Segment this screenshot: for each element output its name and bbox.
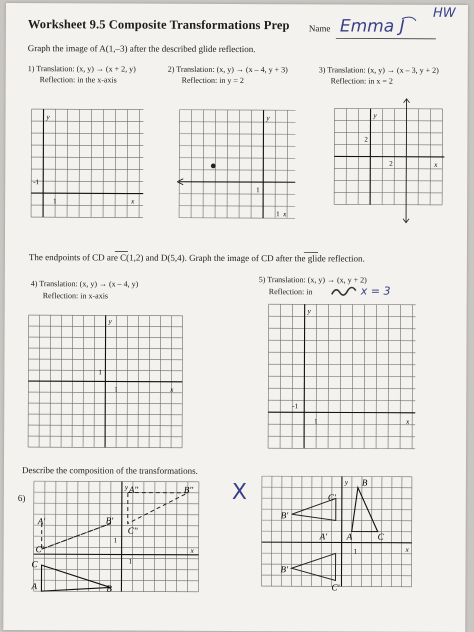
y-axis: [105, 315, 106, 447]
grid-problem-4[interactable]: [28, 315, 187, 458]
point-label-b-prime: B': [106, 515, 115, 525]
triangle-image-2: [128, 493, 188, 524]
grid-problem-5[interactable]: [268, 304, 419, 453]
point-label-b: B: [362, 478, 368, 488]
tick-label: 1: [114, 385, 118, 393]
triangle-image-2: [291, 553, 335, 580]
point-label-c: C: [378, 532, 385, 542]
point-label-c-prime: C': [328, 492, 337, 502]
instructions-part3: Describe the composition of the transformations.: [22, 465, 198, 476]
p5-translation: 5) Translation: (x, y) → (x, y + 2): [259, 275, 367, 284]
y-axis-label: y: [372, 112, 377, 120]
y-axis-label: y: [344, 478, 349, 486]
point-label-b-prime-2: B': [281, 564, 290, 574]
x-axis: [262, 542, 412, 543]
tick-label: 1: [354, 548, 358, 556]
grid-problem-7[interactable]: [261, 476, 416, 595]
tick-label: -1: [33, 178, 39, 186]
grid-problem-1[interactable]: [31, 109, 143, 217]
y-axis: [304, 304, 305, 448]
x-axis-label: x: [433, 161, 438, 169]
tick-label: 2: [389, 160, 393, 168]
x-axis-label: x: [130, 198, 135, 206]
tick-label: 2: [364, 136, 368, 144]
overline-marks: [5, 247, 467, 259]
p5-reflection-handwritten: x = 3: [361, 285, 391, 298]
point-label-c-prime: C': [36, 544, 45, 554]
tick-label: 1: [314, 417, 318, 425]
instructions-part1: Graph the image of A(1,–3) after the described glide reflection.: [28, 43, 256, 54]
p3-translation: 3) Translation: (x, y) → (x – 3, y + 2): [319, 65, 439, 75]
x-axis-label: x: [190, 547, 195, 555]
handwritten-x-mark: X: [232, 480, 247, 505]
x-axis: [179, 182, 295, 183]
student-name: Emma J: [340, 16, 405, 36]
hw-note: HW: [433, 6, 456, 21]
point-label-b-prime: B': [281, 510, 290, 520]
p1-reflection: Reflection: in the x-axis: [40, 75, 117, 84]
x-axis-label: x: [282, 210, 287, 218]
reflection-line: [406, 99, 407, 223]
name-underline: [6, 3, 468, 45]
point-label-c-double-prime: C'': [128, 526, 139, 536]
scribble-mark: [330, 286, 360, 298]
tick-label: -1: [292, 402, 298, 410]
p5-reflection-label: Reflection: in: [269, 287, 313, 296]
p2-reflection: Reflection: in y = 2: [182, 76, 244, 85]
worksheet-page: [3, 3, 468, 632]
p4-translation: 4) Translation: (x, y) → (x – 4, y): [31, 279, 139, 288]
point-label-a-prime: A': [319, 531, 329, 541]
grid-problem-6[interactable]: [33, 481, 204, 598]
point-label-c-prime-2: C': [331, 582, 340, 592]
instructions-part2: The endpoints of CD are C(1,2) and D(5,4). Graph the image of CD after the glide reflection.: [29, 252, 365, 263]
tick-label: 1: [98, 368, 102, 376]
grid-problem-2[interactable]: [179, 110, 295, 219]
tick-label: 1: [53, 197, 57, 205]
tick-label: 1: [256, 186, 260, 194]
point-label-c: C: [32, 559, 39, 569]
p6-number: 6): [18, 493, 26, 503]
point-label-b: B: [106, 583, 112, 593]
x-axis: [268, 412, 415, 413]
point-label-b-double-prime: B'': [184, 485, 194, 495]
y-axis-label: y: [108, 317, 113, 325]
point-label-a: A: [346, 531, 353, 541]
tick-label: 1: [129, 558, 133, 566]
point-label-a: A: [30, 581, 37, 591]
x-axis: [34, 554, 199, 555]
tick-label: 1: [276, 210, 280, 218]
x-axis-label: x: [405, 418, 410, 426]
point-label-a-double-prime: A'': [128, 485, 139, 495]
x-axis-label: x: [405, 546, 410, 554]
tick-label: 1: [114, 536, 118, 544]
y-axis-label: y: [124, 484, 129, 492]
x-axis-label: x: [169, 386, 174, 394]
p4-reflection: Reflection: in x-axis: [43, 291, 108, 300]
name-label: Name: [309, 23, 331, 33]
grid-problem-3[interactable]: [334, 108, 446, 218]
y-axis-label: y: [265, 114, 270, 122]
y-axis-label: y: [45, 113, 50, 121]
p2-translation: 2) Translation: (x, y) → (x – 4, y + 3): [168, 65, 288, 75]
plotted-point: [211, 163, 216, 168]
worksheet-title: Worksheet 9.5 Composite Transformations Prep: [28, 17, 290, 33]
p1-translation: 1) Translation: (x, y) → (x + 2, y): [28, 64, 136, 73]
y-axis-label: y: [307, 307, 312, 315]
point-label-a-prime: A': [37, 516, 47, 526]
p3-reflection: Reflection: in x = 2: [331, 76, 393, 85]
